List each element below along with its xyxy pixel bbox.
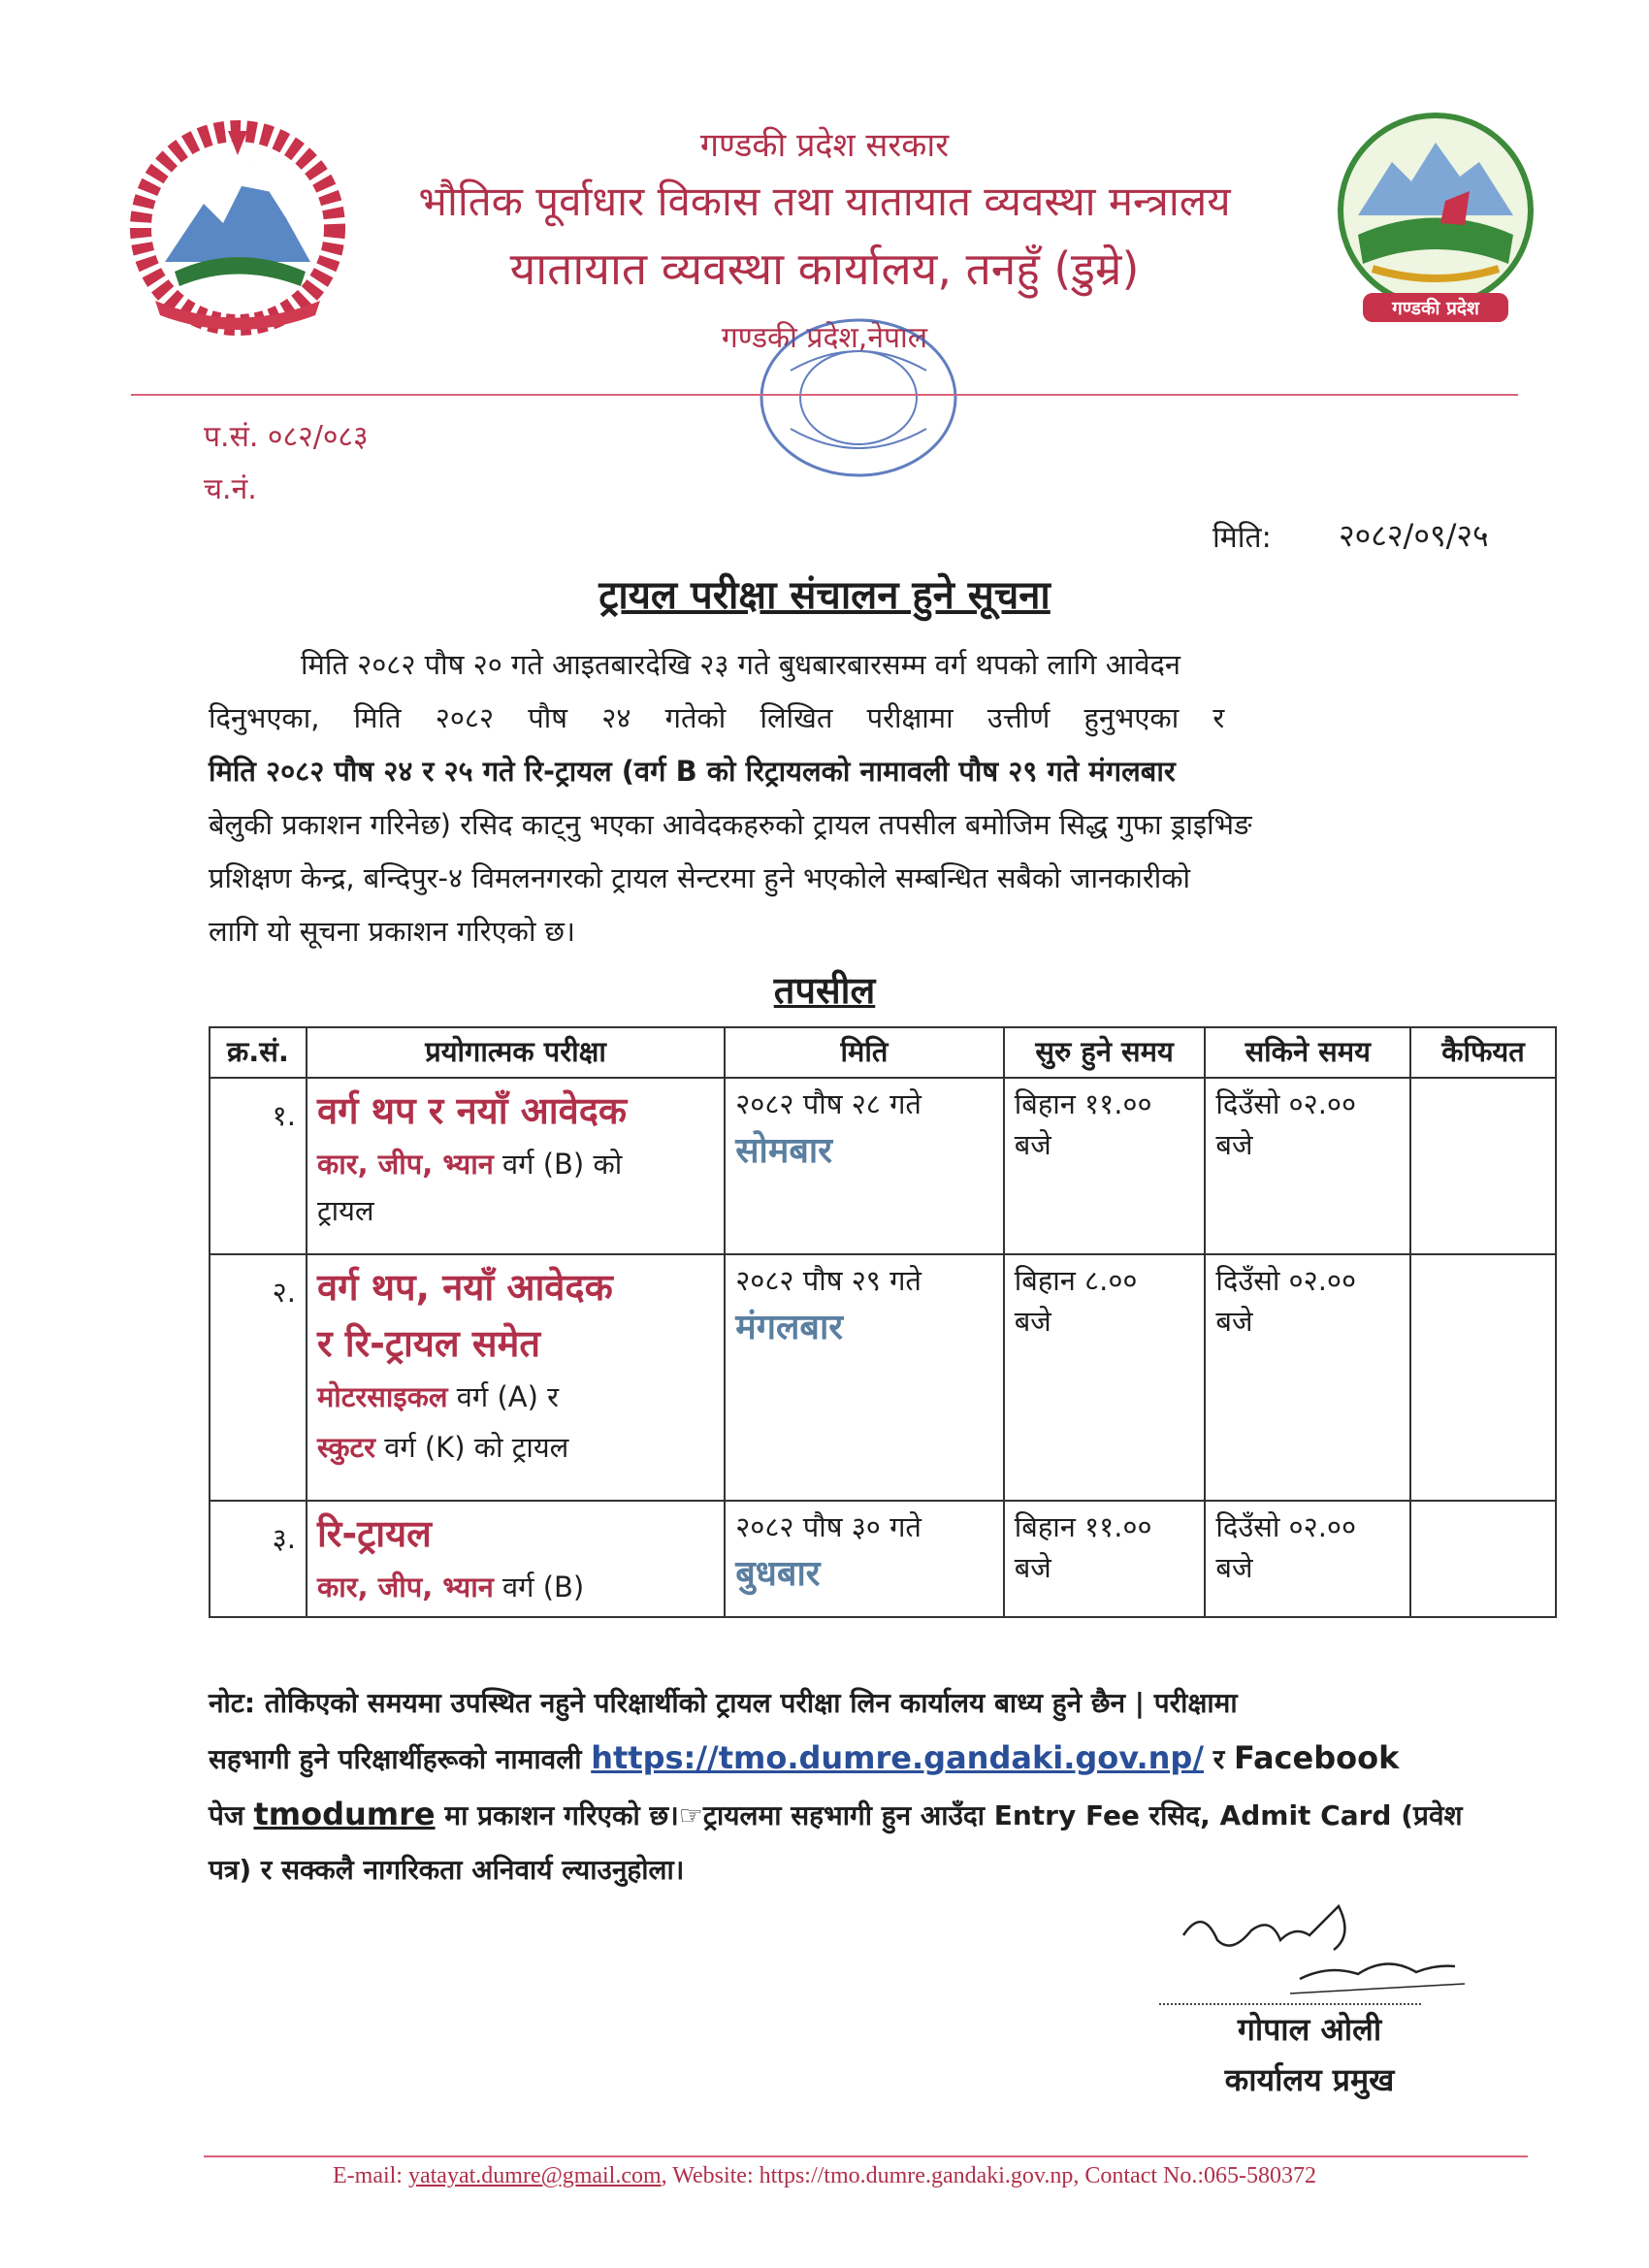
row-category: वर्ग (B) <box>493 1571 585 1604</box>
footer-divider <box>204 2155 1528 2157</box>
body-line-2: दिनुभएका, मिति २०८२ पौष २४ गतेको लिखित परीक्षामा उत्तीर्ण हुनुभएका र <box>209 701 1225 734</box>
table-row <box>210 1078 1556 1254</box>
row-remark <box>1410 1078 1556 1254</box>
handwritten-signature <box>1164 1896 1474 2003</box>
header-office: यातायात व्यवस्था कार्यालय, तनहुँ (डुम्रे) <box>509 243 1140 295</box>
row-category: वर्ग (A) र <box>447 1380 560 1413</box>
header-ministry: भौतिक पूर्वाधार विकास तथा यातायात व्यवस्था मन्त्रालय <box>418 178 1231 225</box>
signature-line <box>1159 2003 1421 2006</box>
row-end-unit: बजे <box>1215 1305 1253 1338</box>
facebook-label: Facebook <box>1233 1739 1400 1776</box>
header-end: सकिने समय <box>1205 1027 1410 1078</box>
row-test <box>307 1254 725 1501</box>
date-label: मिति: <box>1212 521 1272 555</box>
date-value: २०८२/०९/२५ <box>1339 517 1489 554</box>
schedule-title: तपसील <box>773 969 876 1012</box>
row-day: मंगलबार <box>735 1308 843 1347</box>
row-end-cell <box>1205 1078 1410 1254</box>
row-sn: ३. <box>210 1501 307 1617</box>
row-vehicles: मोटरसाइकल <box>316 1380 448 1413</box>
note-line-4: पत्र) र सक्कलै नागरिकता अनिवार्य ल्याउनुहोला। <box>209 1854 685 1886</box>
logo-ribbon-text: गण्डकी प्रदेश <box>1392 298 1479 319</box>
note-block <box>209 1676 1537 1897</box>
row-test <box>307 1501 725 1617</box>
footer-contact <box>0 2163 1649 2189</box>
header-location: गण्डकी प्रदेश,नेपाल <box>721 321 928 355</box>
header-sn: क्र.सं. <box>210 1027 307 1078</box>
row-date: २०८२ पौष २८ गते <box>735 1087 922 1120</box>
row-end-unit: बजे <box>1215 1551 1253 1584</box>
header-start: सुरु हुने समय <box>1004 1027 1206 1078</box>
row-end-cell <box>1205 1254 1410 1501</box>
body-line-3: मिति २०८२ पौष २४ र २५ गते रि-ट्रायल (वर्ग B को रिट्रायलको नामावली पौष २९ गते मंगलबार <box>209 755 1176 788</box>
row-day: सोमबार <box>735 1131 832 1171</box>
row-start: बिहान ११.०० <box>1014 1510 1152 1543</box>
row-date-cell <box>725 1078 1004 1254</box>
row-day: बुधबार <box>735 1554 821 1594</box>
footer-email-label: E-mail: <box>333 2163 408 2188</box>
table-row <box>210 1254 1556 1501</box>
header-date: मिति <box>725 1027 1004 1078</box>
row-sn: २. <box>210 1254 307 1501</box>
row-start: बिहान ८.०० <box>1014 1264 1138 1297</box>
row-category-2: वर्ग (K) को ट्रायल <box>374 1431 569 1464</box>
row-vehicles: कार, जीप, भ्यान <box>316 1148 494 1181</box>
row-date: २०८२ पौष २९ गते <box>735 1264 922 1297</box>
row-end: दिउँसो ०२.०० <box>1215 1087 1357 1120</box>
row-start-unit: बजे <box>1014 1128 1051 1161</box>
row-sn: १. <box>210 1078 307 1254</box>
footer-email[interactable]: yatayat.dumre@gmail.com <box>407 2163 662 2188</box>
row-end-cell <box>1205 1501 1410 1617</box>
row-date-cell <box>725 1501 1004 1617</box>
row-start-cell <box>1004 1501 1206 1617</box>
row-test <box>307 1078 725 1254</box>
facebook-page-link[interactable]: tmodumre <box>253 1796 436 1832</box>
row-start-unit: बजे <box>1014 1551 1051 1584</box>
table-row <box>210 1501 1556 1617</box>
office-stamp <box>752 312 965 482</box>
signatory-name: गोपाल ओली <box>1237 2011 1382 2048</box>
row-category: वर्ग (B) को <box>493 1148 623 1181</box>
table-header-row <box>210 1027 1556 1078</box>
row-vehicles-2: स्कुटर <box>316 1431 375 1464</box>
row-end: दिउँसो ०२.०० <box>1215 1510 1357 1543</box>
schedule-table <box>209 1026 1557 1618</box>
header-remark: कैफियत <box>1410 1027 1556 1078</box>
row-remark <box>1410 1254 1556 1501</box>
body-line-4: बेलुकी प्रकाशन गरिनेछ) रसिद काट्नु भएका आवेदकहरुको ट्रायल तपसील बमोजिम सिद्ध गुफा ड्राइभिङ <box>209 808 1252 841</box>
dispatch-number: च.नं. <box>204 472 257 506</box>
row-title: वर्ग थप र नयाँ आवेदक <box>316 1089 628 1132</box>
notice-body <box>209 638 1528 958</box>
body-line-1: मिति २०८२ पौष २० गते आइतबारदेखि २३ गते बुधबारबारसम्म वर्ग थपको लागि आवेदन <box>301 648 1180 681</box>
website-link[interactable]: https://tmo.dumre.gandaki.gov.np/ <box>591 1739 1205 1776</box>
row-start-unit: बजे <box>1014 1305 1051 1338</box>
row-title: रि-ट्रायल <box>316 1512 432 1555</box>
notice-title: ट्रायल परीक्षा संचालन हुने सूचना <box>598 573 1051 618</box>
note-and: र <box>1204 1743 1234 1775</box>
row-end-unit: बजे <box>1215 1128 1253 1161</box>
header-test: प्रयोगात्मक परीक्षा <box>307 1027 725 1078</box>
note-page: पेज <box>209 1799 254 1831</box>
row-start-cell <box>1004 1254 1206 1501</box>
note-line-2: सहभागी हुने परिक्षार्थीहरूको नामावली <box>209 1743 592 1775</box>
row-vehicles: कार, जीप, भ्यान <box>316 1571 494 1604</box>
note-line-1: नोट: तोकिएको समयमा उपस्थित नहुने परिक्षार्थीको ट्रायल परीक्षा लिन कार्यालय बाध्य हुने छैन | परीक्षामा <box>209 1687 1238 1719</box>
header-divider <box>131 394 1518 396</box>
row-date-cell <box>725 1254 1004 1501</box>
row-remark <box>1410 1501 1556 1617</box>
row-title: वर्ग थप, नयाँ आवेदक <box>316 1266 613 1309</box>
row-start: बिहान ११.०० <box>1014 1087 1152 1120</box>
footer-rest: , Website: https://tmo.dumre.gandaki.gov.np, Contact No.:065-580372 <box>661 2163 1316 2188</box>
reference-number: प.सं. ०८२/०८३ <box>204 420 369 454</box>
row-extra: ट्रायल <box>316 1194 374 1227</box>
body-line-6: लागि यो सूचना प्रकाशन गरिएको छ। <box>209 915 575 948</box>
row-title-2: र रि-ट्रायल समेत <box>316 1322 540 1365</box>
body-line-5: प्रशिक्षण केन्द्र, बन्दिपुर-४ विमलनगरको ट्रायल सेन्टरमा हुने भएकोले सम्बन्धित सबैको जानकारीको <box>209 861 1191 894</box>
row-date: २०८२ पौष ३० गते <box>735 1510 922 1543</box>
note-line-3: मा प्रकाशन गरिएको छ।☞ट्रायलमा सहभागी हुन आउँदा Entry Fee रसिद, Admit Card (प्रवेश <box>435 1799 1463 1831</box>
header-province: गण्डकी प्रदेश सरकार <box>699 126 950 165</box>
signatory-title: कार्यालय प्रमुख <box>1224 2061 1395 2098</box>
row-end: दिउँसो ०२.०० <box>1215 1264 1357 1297</box>
row-start-cell <box>1004 1078 1206 1254</box>
